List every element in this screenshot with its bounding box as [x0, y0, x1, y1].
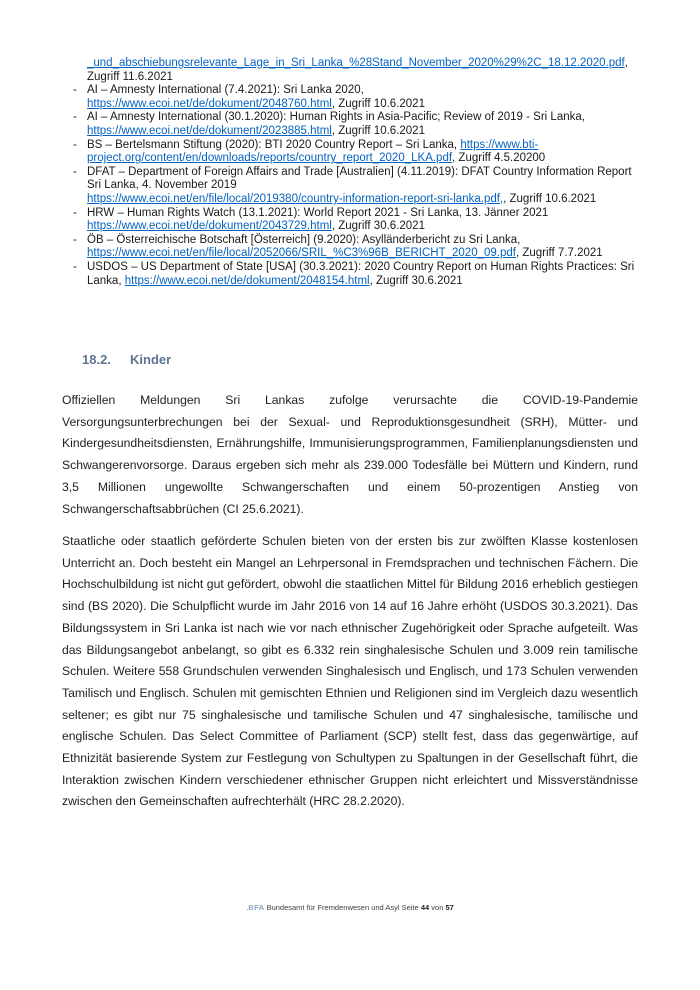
source-link[interactable]: https://www.ecoi.net/en/file/local/2052066/SRIL_%C3%96B_BERICHT_2020_09.pdf — [87, 247, 516, 260]
source-text: , Zugriff 10.6.2021 — [503, 192, 597, 205]
source-text: , Zugriff 30.6.2021 — [369, 274, 463, 287]
source-link[interactable]: https://www.ecoi.net/de/dokument/2048760.html — [87, 97, 332, 110]
source-text: ÖB – Österreichische Botschaft [Österreich] (9.2020): Asylländerbericht zu Sri Lanka, — [87, 233, 521, 246]
source-item — [62, 111, 638, 138]
source-text: , Zugriff 10.6.2021 — [331, 97, 425, 110]
page-footer — [0, 903, 700, 912]
source-item — [62, 139, 638, 166]
bullet-dash: - — [73, 165, 77, 178]
bullet-dash: - — [73, 138, 77, 151]
source-link[interactable]: https://www.ecoi.net/de/dokument/2023885.html — [87, 124, 332, 137]
paragraph-covid-health: Offiziellen Meldungen Sri Lankas zufolge verursachte die COVID-19-Pandemie Versorgungsunterbrechungen bei der Sexual- und Reproduktionsgesundheit (SRH), Mütter- und Kindergesundheitsdiensten, Ernährungshilfe, Immunisierungsprogrammen, Familienplanungsdiensten und Schwangerenvorsorge. Daraus ergeben sich mehr als 239.000 Todesfälle bei Müttern und Kindern, rund 3,5 Millionen ungewollte Schwangerschaften und einem 50-prozentigen Anstieg von Schwangerschaftsabbrüchen (CI 25.6.2021). — [62, 393, 638, 516]
section-heading — [62, 352, 171, 367]
bfa-logo: BFA — [248, 903, 265, 912]
section-title: Kinder — [130, 352, 172, 367]
source-item — [62, 84, 638, 111]
source-text: AI – Amnesty International (7.4.2021): Sri Lanka 2020, — [87, 84, 364, 97]
section-number: 18.2. — [82, 352, 111, 367]
source-link[interactable]: https://www.bti-project.org/content/en/downloads/reports/country_report_2020_LKA.pdf — [87, 138, 539, 165]
source-list — [62, 57, 638, 288]
footer-page-total: 57 — [445, 903, 454, 912]
bullet-dash: - — [73, 84, 77, 97]
source-text: , Zugriff 11.6.2021 — [87, 57, 628, 83]
footer-page-current: 44 — [420, 903, 430, 912]
source-link[interactable]: _und_abschiebungsrelevante_Lage_in_Sri_Lanka_%28Stand_November_2020%29%2C_18.12.2020.pdf — [87, 57, 625, 69]
source-text: , Zugriff 10.6.2021 — [331, 124, 425, 137]
source-item — [62, 261, 638, 288]
source-text: , Zugriff 4.5.20200 — [452, 152, 546, 165]
footer-office-text: Bundesamt für Fremdenwesen und Asyl Seite — [266, 903, 419, 912]
source-text: HRW – Human Rights Watch (13.1.2021): World Report 2021 - Sri Lanka, 13. Jänner 2021 — [87, 206, 549, 219]
source-item — [62, 234, 638, 261]
paragraph-schools-education: Staatliche oder staatlich geförderte Schulen bieten von der ersten bis zur zwölften Klasse kostenlosen Unterricht an. Doch besteht ein Mangel an Lehrpersonal in Fremdsprachen und technischen Fächern. Die Hochschulbildung ist nicht gut gefördert, obwohl die staatlichen Mittel für Bildung 2016 erheblich gestiegen sind (BS 2020). Die Schulpflicht wurde im Jahr 2016 von 14 auf 16 Jahre erhöht (USDOS 30.3.2021). Das Bildungssystem in Sri Lanka ist nach wie vor nach ethnischer Zugehörigkeit oder Sprache aufgeteilt. Was das Bildungsangebot anbelangt, so gibt es 6.332 rein singhalesische Schulen und 3.009 rein tamilische Schulen. Weitere 558 Grundschulen verwenden Singhalesisch und Englisch, und 173 Schulen verwenden Tamilisch und Englisch. Schulen mit gemischten Ethnien und Religionen sind im Vergleich dazu wesentlich seltener; es gibt nur 75 singhalesische und tamilische Schulen und 47 singhalesische, tamilische und englische Schulen. Das Select Committee of Parliament (SCP) stellt fest, dass das gegenwärtige, auf Ethnizität basierende System zur Festlegung von Schultypen zu Spaltungen in der Gesellschaft führt, die Interaktion zwischen Kindern verschiedener ethnischer Gruppen nicht erleichtert und Missverständnisse zwischen den Gemeinschaften aufrechterhält (HRC 28.2.2020). — [62, 534, 638, 809]
source-text: , Zugriff 30.6.2021 — [331, 220, 425, 233]
bullet-dash: - — [73, 233, 77, 246]
bullet-dash: - — [73, 206, 77, 219]
source-item — [62, 57, 638, 84]
source-item — [62, 207, 638, 234]
bullet-dash: - — [73, 111, 77, 124]
source-link[interactable]: https://www.ecoi.net/en/file/local/2019380/country-information-report-sri-lanka.pdf, — [87, 192, 504, 205]
source-text: USDOS – US Department of State [USA] (30.3.2021): 2020 Country Report on Human Rights Practices: Sri Lanka, — [87, 260, 635, 287]
bullet-dash: - — [73, 260, 77, 273]
source-text: AI – Amnesty International (30.1.2020): Human Rights in Asia-Pacific; Review of 2019 - Sri Lanka, — [87, 111, 585, 124]
footer-von-text: von — [431, 903, 444, 912]
source-link[interactable]: https://www.ecoi.net/de/dokument/2043729.html — [87, 220, 332, 233]
source-link[interactable]: https://www.ecoi.net/de/dokument/2048154.html — [124, 274, 370, 287]
source-text: , Zugriff 7.7.2021 — [515, 247, 603, 260]
source-text: BS – Bertelsmann Stiftung (2020): BTI 2020 Country Report – Sri Lanka, — [87, 138, 461, 151]
source-item — [62, 166, 638, 207]
source-text: DFAT – Department of Foreign Affairs and Trade [Australien] (4.11.2019): DFAT Country Information Report Sri Lanka, 4. November 2019 — [87, 165, 632, 192]
footer-logo-dot: . — [246, 903, 249, 912]
